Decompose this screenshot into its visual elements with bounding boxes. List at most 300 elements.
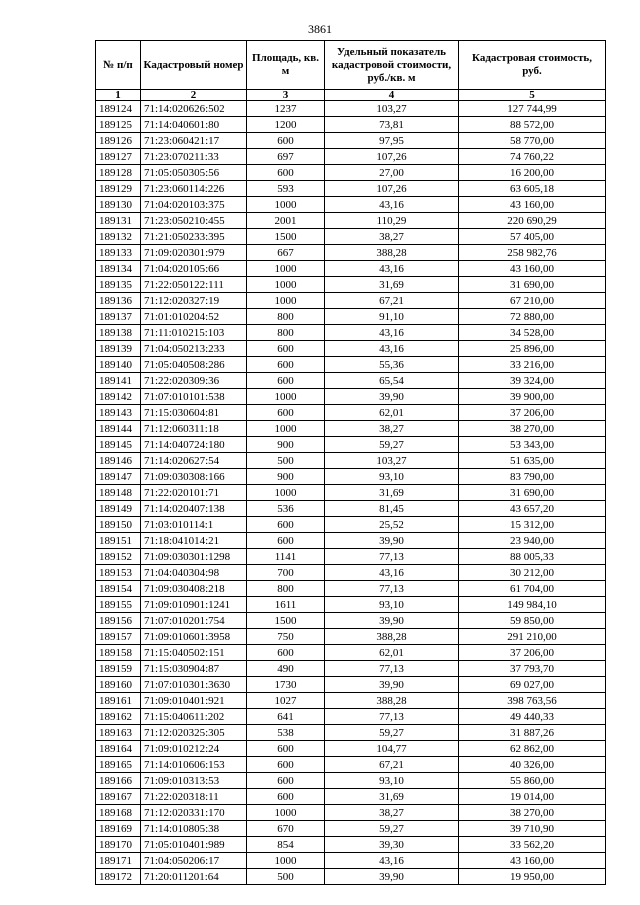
- cell-row-number: 189168: [96, 805, 141, 821]
- cell-cadastral-value: 39 324,00: [459, 373, 606, 389]
- cell-area: 667: [247, 245, 325, 261]
- table-body: [96, 101, 606, 885]
- table-row: [96, 245, 606, 261]
- cell-specific-value: 104,77: [325, 741, 459, 757]
- header-area: Площадь, кв. м: [247, 41, 325, 90]
- cell-cadastral-number: 71:09:010212:24: [141, 741, 247, 757]
- table-row: [96, 277, 606, 293]
- cell-area: 1000: [247, 197, 325, 213]
- cell-cadastral-number: 71:23:060421:17: [141, 133, 247, 149]
- cell-area: 1000: [247, 421, 325, 437]
- cell-row-number: 189152: [96, 549, 141, 565]
- cell-specific-value: 59,27: [325, 725, 459, 741]
- cell-cadastral-number: 71:15:030904:87: [141, 661, 247, 677]
- cell-cadastral-value: 149 984,10: [459, 597, 606, 613]
- cell-area: 1611: [247, 597, 325, 613]
- header-cadastral-number: Кадастровый номер: [141, 41, 247, 90]
- cell-specific-value: 25,52: [325, 517, 459, 533]
- cell-cadastral-value: 127 744,99: [459, 101, 606, 117]
- cell-specific-value: 43,16: [325, 853, 459, 869]
- cell-area: 500: [247, 453, 325, 469]
- table-row: [96, 789, 606, 805]
- cell-area: 600: [247, 757, 325, 773]
- column-number: 5: [459, 90, 606, 101]
- cell-row-number: 189171: [96, 853, 141, 869]
- table-row: [96, 117, 606, 133]
- cell-cadastral-number: 71:12:020327:19: [141, 293, 247, 309]
- cell-cadastral-value: 43 160,00: [459, 261, 606, 277]
- cell-cadastral-number: 71:05:010401:989: [141, 837, 247, 853]
- cell-specific-value: 31,69: [325, 485, 459, 501]
- table-row: [96, 101, 606, 117]
- cell-row-number: 189165: [96, 757, 141, 773]
- cell-cadastral-number: 71:14:020627:54: [141, 453, 247, 469]
- cell-cadastral-value: 58 770,00: [459, 133, 606, 149]
- cell-cadastral-number: 71:14:020407:138: [141, 501, 247, 517]
- cell-cadastral-number: 71:22:050122:111: [141, 277, 247, 293]
- cell-specific-value: 31,69: [325, 277, 459, 293]
- cell-row-number: 189134: [96, 261, 141, 277]
- cell-cadastral-value: 398 763,56: [459, 693, 606, 709]
- cell-area: 600: [247, 741, 325, 757]
- cell-row-number: 189151: [96, 533, 141, 549]
- cell-row-number: 189149: [96, 501, 141, 517]
- cell-specific-value: 27,00: [325, 165, 459, 181]
- cell-row-number: 189137: [96, 309, 141, 325]
- cell-specific-value: 38,27: [325, 229, 459, 245]
- cell-area: 600: [247, 165, 325, 181]
- cell-cadastral-number: 71:21:050233:395: [141, 229, 247, 245]
- cell-cadastral-value: 69 027,00: [459, 677, 606, 693]
- cell-cadastral-value: 43 657,20: [459, 501, 606, 517]
- cell-cadastral-value: 49 440,33: [459, 709, 606, 725]
- table-row: [96, 661, 606, 677]
- table-row: [96, 741, 606, 757]
- cell-cadastral-value: 72 880,00: [459, 309, 606, 325]
- cell-cadastral-number: 71:04:020105:66: [141, 261, 247, 277]
- cell-area: 600: [247, 789, 325, 805]
- cell-specific-value: 97,95: [325, 133, 459, 149]
- cell-area: 490: [247, 661, 325, 677]
- cell-cadastral-number: 71:14:040601:80: [141, 117, 247, 133]
- cell-cadastral-number: 71:15:040502:151: [141, 645, 247, 661]
- cell-area: 670: [247, 821, 325, 837]
- cell-specific-value: 43,16: [325, 197, 459, 213]
- cell-cadastral-number: 71:23:070211:33: [141, 149, 247, 165]
- cell-specific-value: 39,90: [325, 869, 459, 885]
- cell-cadastral-number: 71:14:010805:38: [141, 821, 247, 837]
- cell-cadastral-value: 39 710,90: [459, 821, 606, 837]
- cell-area: 1500: [247, 229, 325, 245]
- cell-cadastral-value: 43 160,00: [459, 197, 606, 213]
- cell-specific-value: 43,16: [325, 565, 459, 581]
- cell-cadastral-number: 71:14:010606:153: [141, 757, 247, 773]
- cell-area: 1027: [247, 693, 325, 709]
- table-row: [96, 757, 606, 773]
- cell-cadastral-number: 71:23:050210:455: [141, 213, 247, 229]
- cell-cadastral-number: 71:18:041014:21: [141, 533, 247, 549]
- cell-cadastral-value: 59 850,00: [459, 613, 606, 629]
- cell-cadastral-value: 33 216,00: [459, 357, 606, 373]
- table-row: [96, 533, 606, 549]
- cell-cadastral-value: 37 793,70: [459, 661, 606, 677]
- cell-cadastral-number: 71:09:010901:1241: [141, 597, 247, 613]
- cell-cadastral-value: 16 200,00: [459, 165, 606, 181]
- cell-specific-value: 77,13: [325, 661, 459, 677]
- table-row: [96, 693, 606, 709]
- table-row: [96, 549, 606, 565]
- cell-specific-value: 39,90: [325, 613, 459, 629]
- cell-row-number: 189129: [96, 181, 141, 197]
- cell-cadastral-number: 71:09:010401:921: [141, 693, 247, 709]
- cell-row-number: 189142: [96, 389, 141, 405]
- cell-specific-value: 77,13: [325, 581, 459, 597]
- cell-cadastral-value: 62 862,00: [459, 741, 606, 757]
- cell-cadastral-value: 63 605,18: [459, 181, 606, 197]
- table-row: [96, 597, 606, 613]
- cell-cadastral-number: 71:09:030408:218: [141, 581, 247, 597]
- cell-area: 700: [247, 565, 325, 581]
- cell-row-number: 189162: [96, 709, 141, 725]
- cell-row-number: 189150: [96, 517, 141, 533]
- cell-specific-value: 388,28: [325, 245, 459, 261]
- table-row: [96, 373, 606, 389]
- table-row: [96, 821, 606, 837]
- cell-cadastral-value: 31 887,26: [459, 725, 606, 741]
- cell-cadastral-value: 83 790,00: [459, 469, 606, 485]
- cell-cadastral-number: 71:22:020101:71: [141, 485, 247, 501]
- header-cadastral-value: Кадастровая стоимость, руб.: [459, 41, 606, 90]
- cell-specific-value: 65,54: [325, 373, 459, 389]
- cell-cadastral-value: 31 690,00: [459, 277, 606, 293]
- table-row: [96, 389, 606, 405]
- cell-row-number: 189127: [96, 149, 141, 165]
- cell-cadastral-number: 71:07:010301:3630: [141, 677, 247, 693]
- table-row: [96, 581, 606, 597]
- cell-row-number: 189138: [96, 325, 141, 341]
- cell-area: 536: [247, 501, 325, 517]
- cell-specific-value: 62,01: [325, 405, 459, 421]
- cell-cadastral-value: 38 270,00: [459, 805, 606, 821]
- cell-cadastral-value: 291 210,00: [459, 629, 606, 645]
- table-header-row: [96, 41, 606, 90]
- table-row: [96, 325, 606, 341]
- cell-row-number: 189128: [96, 165, 141, 181]
- cell-cadastral-number: 71:12:020331:170: [141, 805, 247, 821]
- cell-cadastral-number: 71:03:010114:1: [141, 517, 247, 533]
- cell-area: 854: [247, 837, 325, 853]
- table-row: [96, 293, 606, 309]
- table-row: [96, 309, 606, 325]
- cell-cadastral-value: 31 690,00: [459, 485, 606, 501]
- table-row: [96, 645, 606, 661]
- cell-cadastral-number: 71:04:050206:17: [141, 853, 247, 869]
- cell-area: 641: [247, 709, 325, 725]
- table-row: [96, 501, 606, 517]
- cell-cadastral-value: 57 405,00: [459, 229, 606, 245]
- table-row: [96, 869, 606, 885]
- cell-specific-value: 43,16: [325, 325, 459, 341]
- cell-row-number: 189140: [96, 357, 141, 373]
- table-row: [96, 725, 606, 741]
- cell-area: 1000: [247, 485, 325, 501]
- cell-row-number: 189136: [96, 293, 141, 309]
- cell-area: 1000: [247, 805, 325, 821]
- cell-cadastral-number: 71:09:010313:53: [141, 773, 247, 789]
- cell-cadastral-value: 88 572,00: [459, 117, 606, 133]
- cadastral-value-table: [95, 40, 606, 885]
- cell-cadastral-value: 39 900,00: [459, 389, 606, 405]
- cell-row-number: 189144: [96, 421, 141, 437]
- cell-specific-value: 388,28: [325, 629, 459, 645]
- cell-row-number: 189147: [96, 469, 141, 485]
- cell-specific-value: 67,21: [325, 293, 459, 309]
- cell-cadastral-number: 71:23:060114:226: [141, 181, 247, 197]
- cell-row-number: 189133: [96, 245, 141, 261]
- cell-cadastral-value: 67 210,00: [459, 293, 606, 309]
- column-number: 3: [247, 90, 325, 101]
- cell-cadastral-number: 71:01:010204:52: [141, 309, 247, 325]
- table-row: [96, 853, 606, 869]
- table-row: [96, 165, 606, 181]
- cell-row-number: 189164: [96, 741, 141, 757]
- table-row: [96, 629, 606, 645]
- cell-specific-value: 388,28: [325, 693, 459, 709]
- cell-row-number: 189166: [96, 773, 141, 789]
- table-row: [96, 453, 606, 469]
- cell-specific-value: 39,90: [325, 677, 459, 693]
- cell-cadastral-value: 30 212,00: [459, 565, 606, 581]
- cell-specific-value: 39,30: [325, 837, 459, 853]
- table-row: [96, 341, 606, 357]
- cell-specific-value: 38,27: [325, 805, 459, 821]
- cell-cadastral-value: 258 982,76: [459, 245, 606, 261]
- cell-specific-value: 93,10: [325, 469, 459, 485]
- cell-area: 538: [247, 725, 325, 741]
- cell-specific-value: 39,90: [325, 389, 459, 405]
- cell-cadastral-value: 40 326,00: [459, 757, 606, 773]
- cell-cadastral-value: 37 206,00: [459, 645, 606, 661]
- cell-row-number: 189130: [96, 197, 141, 213]
- table-row: [96, 133, 606, 149]
- column-number: 2: [141, 90, 247, 101]
- cell-cadastral-number: 71:22:020309:36: [141, 373, 247, 389]
- cell-area: 600: [247, 645, 325, 661]
- cell-specific-value: 38,27: [325, 421, 459, 437]
- cell-area: 600: [247, 517, 325, 533]
- cell-cadastral-number: 71:05:050305:56: [141, 165, 247, 181]
- cell-cadastral-value: 33 562,20: [459, 837, 606, 853]
- cell-row-number: 189143: [96, 405, 141, 421]
- cell-area: 500: [247, 869, 325, 885]
- cell-cadastral-value: 38 270,00: [459, 421, 606, 437]
- cell-cadastral-number: 71:11:010215:103: [141, 325, 247, 341]
- cell-row-number: 189148: [96, 485, 141, 501]
- cell-cadastral-number: 71:09:020301:979: [141, 245, 247, 261]
- cell-row-number: 189146: [96, 453, 141, 469]
- cell-area: 600: [247, 405, 325, 421]
- cell-area: 900: [247, 437, 325, 453]
- column-number-row: [96, 90, 606, 101]
- cell-specific-value: 39,90: [325, 533, 459, 549]
- cell-area: 1200: [247, 117, 325, 133]
- cell-cadastral-value: 53 343,00: [459, 437, 606, 453]
- cell-cadastral-number: 71:12:020325:305: [141, 725, 247, 741]
- cell-row-number: 189157: [96, 629, 141, 645]
- table-row: [96, 805, 606, 821]
- table-row: [96, 773, 606, 789]
- cell-cadastral-value: 74 760,22: [459, 149, 606, 165]
- cell-specific-value: 43,16: [325, 261, 459, 277]
- cell-row-number: 189156: [96, 613, 141, 629]
- cell-specific-value: 59,27: [325, 821, 459, 837]
- table-row: [96, 149, 606, 165]
- cell-area: 2001: [247, 213, 325, 229]
- table-row: [96, 469, 606, 485]
- cell-row-number: 189163: [96, 725, 141, 741]
- cell-row-number: 189160: [96, 677, 141, 693]
- cell-cadastral-number: 71:04:040304:98: [141, 565, 247, 581]
- cell-cadastral-value: 25 896,00: [459, 341, 606, 357]
- cell-area: 800: [247, 325, 325, 341]
- cell-cadastral-number: 71:22:020318:11: [141, 789, 247, 805]
- cell-area: 1500: [247, 613, 325, 629]
- cell-cadastral-value: 23 940,00: [459, 533, 606, 549]
- header-specific-value: Удельный показатель кадастровой стоимости, руб./кв. м: [325, 41, 459, 90]
- cell-row-number: 189125: [96, 117, 141, 133]
- cell-row-number: 189124: [96, 101, 141, 117]
- cell-area: 600: [247, 533, 325, 549]
- cell-specific-value: 91,10: [325, 309, 459, 325]
- cell-row-number: 189132: [96, 229, 141, 245]
- cell-specific-value: 103,27: [325, 453, 459, 469]
- cell-row-number: 189154: [96, 581, 141, 597]
- cell-cadastral-number: 71:09:030301:1298: [141, 549, 247, 565]
- column-number: 1: [96, 90, 141, 101]
- cell-specific-value: 43,16: [325, 341, 459, 357]
- cell-area: 750: [247, 629, 325, 645]
- cell-cadastral-value: 19 014,00: [459, 789, 606, 805]
- cell-area: 600: [247, 773, 325, 789]
- cell-row-number: 189158: [96, 645, 141, 661]
- cell-row-number: 189139: [96, 341, 141, 357]
- table-row: [96, 229, 606, 245]
- cell-area: 1000: [247, 389, 325, 405]
- cell-cadastral-number: 71:14:020626:502: [141, 101, 247, 117]
- cell-cadastral-value: 19 950,00: [459, 869, 606, 885]
- cell-row-number: 189145: [96, 437, 141, 453]
- cell-cadastral-number: 71:14:040724:180: [141, 437, 247, 453]
- cell-area: 697: [247, 149, 325, 165]
- cell-cadastral-value: 55 860,00: [459, 773, 606, 789]
- cell-row-number: 189159: [96, 661, 141, 677]
- cell-specific-value: 31,69: [325, 789, 459, 805]
- cell-cadastral-value: 34 528,00: [459, 325, 606, 341]
- cell-area: 600: [247, 357, 325, 373]
- cell-area: 1000: [247, 293, 325, 309]
- cell-row-number: 189131: [96, 213, 141, 229]
- cell-area: 1237: [247, 101, 325, 117]
- cell-area: 1000: [247, 261, 325, 277]
- cell-area: 1730: [247, 677, 325, 693]
- table-row: [96, 517, 606, 533]
- table-row: [96, 565, 606, 581]
- cell-area: 593: [247, 181, 325, 197]
- cell-row-number: 189153: [96, 565, 141, 581]
- cell-area: 600: [247, 373, 325, 389]
- cell-specific-value: 67,21: [325, 757, 459, 773]
- cell-area: 800: [247, 581, 325, 597]
- cell-cadastral-value: 61 704,00: [459, 581, 606, 597]
- cell-cadastral-value: 15 312,00: [459, 517, 606, 533]
- table-row: [96, 261, 606, 277]
- cell-cadastral-number: 71:12:060311:18: [141, 421, 247, 437]
- cell-specific-value: 110,29: [325, 213, 459, 229]
- cell-specific-value: 103,27: [325, 101, 459, 117]
- cell-row-number: 189126: [96, 133, 141, 149]
- cell-row-number: 189172: [96, 869, 141, 885]
- cell-specific-value: 55,36: [325, 357, 459, 373]
- cell-cadastral-number: 71:15:030604:81: [141, 405, 247, 421]
- table-row: [96, 181, 606, 197]
- table-row: [96, 709, 606, 725]
- cell-area: 800: [247, 309, 325, 325]
- table-row: [96, 405, 606, 421]
- cell-cadastral-number: 71:20:011201:64: [141, 869, 247, 885]
- cell-cadastral-value: 43 160,00: [459, 853, 606, 869]
- cell-area: 1141: [247, 549, 325, 565]
- column-number: 4: [325, 90, 459, 101]
- cell-row-number: 189167: [96, 789, 141, 805]
- cell-specific-value: 93,10: [325, 597, 459, 613]
- cell-cadastral-number: 71:04:020103:375: [141, 197, 247, 213]
- cell-specific-value: 107,26: [325, 181, 459, 197]
- cell-area: 900: [247, 469, 325, 485]
- cell-specific-value: 62,01: [325, 645, 459, 661]
- table-row: [96, 421, 606, 437]
- cell-area: 1000: [247, 853, 325, 869]
- table-row: [96, 197, 606, 213]
- cell-row-number: 189161: [96, 693, 141, 709]
- header-row-number: № п/п: [96, 41, 141, 90]
- cell-specific-value: 93,10: [325, 773, 459, 789]
- cell-row-number: 189169: [96, 821, 141, 837]
- cell-row-number: 189135: [96, 277, 141, 293]
- table-row: [96, 485, 606, 501]
- cell-cadastral-number: 71:07:010101:538: [141, 389, 247, 405]
- cell-cadastral-value: 51 635,00: [459, 453, 606, 469]
- cell-area: 600: [247, 133, 325, 149]
- table-row: [96, 213, 606, 229]
- cell-specific-value: 77,13: [325, 549, 459, 565]
- cell-cadastral-number: 71:09:030308:166: [141, 469, 247, 485]
- cell-cadastral-number: 71:09:010601:3958: [141, 629, 247, 645]
- cell-cadastral-number: 71:15:040611:202: [141, 709, 247, 725]
- cell-cadastral-value: 220 690,29: [459, 213, 606, 229]
- table-row: [96, 357, 606, 373]
- cell-area: 1000: [247, 277, 325, 293]
- cell-specific-value: 73,81: [325, 117, 459, 133]
- cell-specific-value: 59,27: [325, 437, 459, 453]
- cell-row-number: 189155: [96, 597, 141, 613]
- cell-row-number: 189141: [96, 373, 141, 389]
- cell-specific-value: 107,26: [325, 149, 459, 165]
- table-row: [96, 437, 606, 453]
- table-row: [96, 677, 606, 693]
- cell-cadastral-number: 71:05:040508:286: [141, 357, 247, 373]
- cell-specific-value: 81,45: [325, 501, 459, 517]
- cell-cadastral-number: 71:04:050213:233: [141, 341, 247, 357]
